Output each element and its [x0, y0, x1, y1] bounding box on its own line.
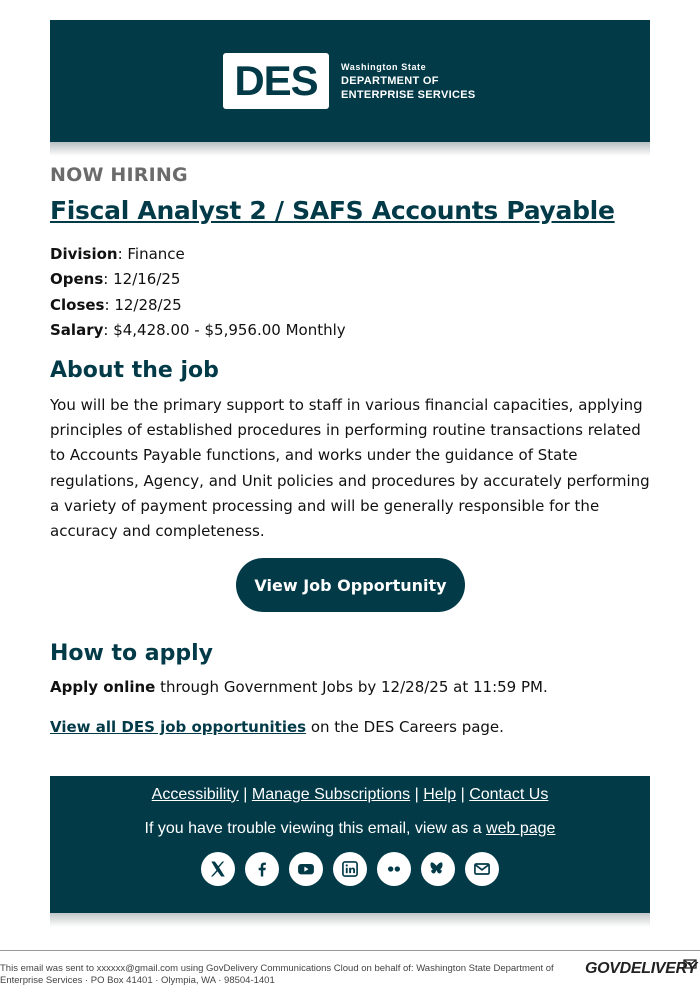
- separator: |: [243, 786, 248, 803]
- email-footer: [50, 776, 650, 913]
- careers-text: [50, 718, 504, 736]
- social-icons: [50, 852, 650, 886]
- all-jobs-link[interactable]: View all DES job opportunities: [50, 718, 307, 736]
- opens-value: : 12/16/25: [103, 270, 181, 289]
- email-header: [50, 20, 650, 142]
- logo-mark: DES: [234, 57, 318, 104]
- linkedin-icon[interactable]: [333, 852, 367, 886]
- agency-name: [341, 60, 475, 102]
- facebook-icon[interactable]: [245, 852, 279, 886]
- email-icon[interactable]: [465, 852, 499, 886]
- contact-us-link[interactable]: Contact Us: [469, 786, 549, 803]
- apply-online-bold: Apply online: [50, 678, 156, 696]
- apply-rest: through Government Jobs by 12/28/25 at 11:59 PM.: [155, 678, 548, 696]
- closes-label: Closes: [50, 295, 105, 314]
- manage-subscriptions-link[interactable]: Manage Subscriptions: [251, 786, 411, 803]
- divider: [0, 950, 700, 951]
- delivery-notice: This email was sent to xxxxxx@gmail.com using GovDelivery Communications Cloud on behalf of: Washington State Department of Enterprise Services · PO Box 41401 · Olympia, WA · 98504-1401: [0, 963, 554, 986]
- salary-label: Salary: [50, 320, 104, 339]
- salary-value: : $4,428.00 - $5,956.00 Monthly: [103, 320, 346, 339]
- separator: |: [414, 786, 419, 803]
- govdelivery-logo: GOVDELIVERY: [585, 960, 697, 977]
- header-shadow: [50, 142, 650, 156]
- youtube-icon[interactable]: [289, 852, 323, 886]
- about-heading: About the job: [50, 358, 219, 383]
- x-icon[interactable]: [201, 852, 235, 886]
- closes-value: : 12/28/25: [104, 295, 182, 314]
- help-link[interactable]: Help: [423, 786, 457, 803]
- agency-line-2: DEPARTMENT OF: [341, 75, 439, 87]
- accessibility-link[interactable]: Accessibility: [151, 786, 239, 803]
- view-job-button[interactable]: View Job Opportunity: [236, 558, 465, 612]
- apply-heading: How to apply: [50, 641, 214, 666]
- bluesky-icon[interactable]: [421, 852, 455, 886]
- footer-links: [50, 786, 650, 804]
- job-title-link[interactable]: Fiscal Analyst 2 / SAFS Accounts Payable: [50, 196, 615, 225]
- agency-line-1: Washington State: [341, 62, 427, 72]
- des-logo: [223, 53, 329, 109]
- opens-label: Opens: [50, 270, 104, 289]
- web-view-notice: [50, 820, 650, 838]
- closes-row: [50, 293, 346, 318]
- division-label: Division: [50, 245, 118, 263]
- job-meta: [50, 242, 346, 343]
- footer-shadow: [50, 913, 650, 927]
- trouble-text: If you have trouble viewing this email, view as a: [144, 820, 487, 837]
- opens-row: [50, 267, 346, 292]
- salary-row: [50, 318, 346, 343]
- division-value: : Finance: [117, 245, 185, 263]
- about-body: You will be the primary support to staff in various financial capacities, applying principles of established procedures in performing routine transactions related to Accounts Payable functions, and works under the guidance of State regulations, Agency, and Unit policies and procedures by accurately performing a variety of payment processing and will be generally responsible for the accuracy and completeness.: [50, 396, 650, 541]
- now-hiring-label: NOW HIRING: [50, 164, 188, 186]
- apply-text: [50, 678, 548, 696]
- careers-rest: on the DES Careers page.: [306, 718, 504, 736]
- agency-line-3: ENTERPRISE SERVICES: [341, 89, 476, 101]
- separator: |: [460, 786, 465, 803]
- flickr-icon[interactable]: [377, 852, 411, 886]
- division-row: [50, 242, 346, 267]
- envelope-icon: [683, 958, 697, 970]
- web-page-link[interactable]: web page: [486, 820, 556, 837]
